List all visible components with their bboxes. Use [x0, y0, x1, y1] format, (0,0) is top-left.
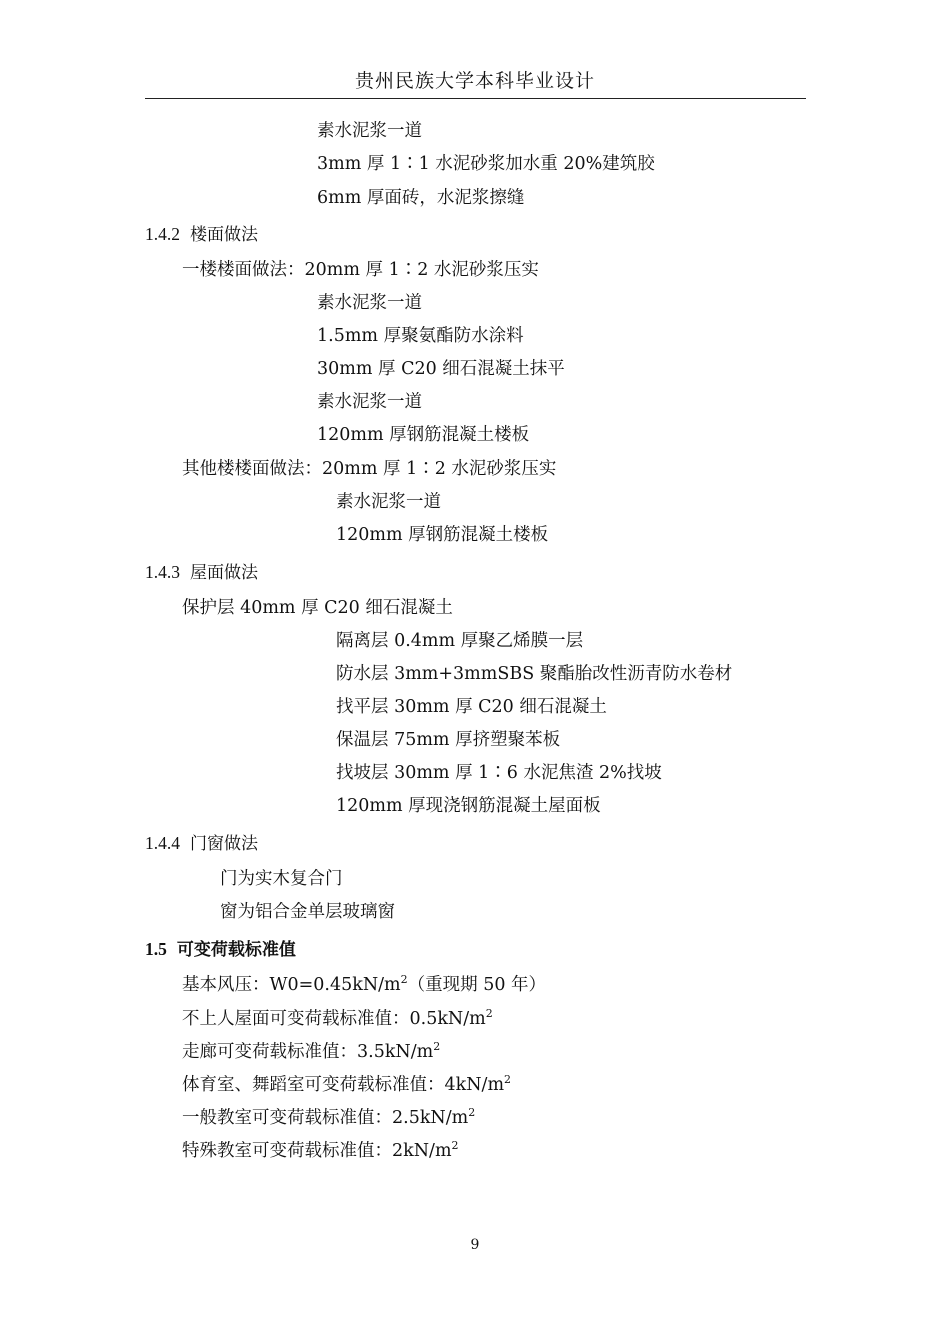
superscript: 2 — [504, 1073, 512, 1086]
load-line — [182, 1107, 475, 1129]
load-text: 体育室、舞蹈室可变荷载标准值：4kN/m — [182, 1075, 505, 1095]
superscript: 2 — [485, 1007, 493, 1020]
section-heading-1-5 — [145, 938, 296, 961]
load-text: 特殊教室可变荷载标准值：2kN/m — [182, 1141, 452, 1161]
text-line: 素水泥浆一道 — [317, 121, 422, 141]
text-line: 隔离层 0.4mm 厚聚乙烯膜一层 — [336, 631, 584, 651]
load-text: 基本风压：W0=0.45kN/m — [182, 975, 401, 995]
superscript: 2 — [433, 1040, 441, 1053]
text-line: 素水泥浆一道 — [336, 492, 441, 512]
superscript: 2 — [451, 1139, 459, 1152]
load-tail: （重现期 50 年） — [407, 975, 547, 995]
text-line: 30mm 厚 C20 细石混凝土抹平 — [317, 359, 565, 379]
section-heading-1-4-3 — [145, 561, 258, 584]
superscript: 2 — [400, 973, 408, 986]
section-heading-1-4-4 — [145, 832, 258, 855]
load-line — [182, 974, 546, 996]
text-line: 保护层 40mm 厚 C20 细石混凝土 — [182, 598, 453, 618]
text-line: 防水层 3mm+3mmSBS 聚酯胎改性沥青防水卷材 — [336, 664, 733, 684]
text-line: 门为实木复合门 — [220, 869, 343, 889]
section-heading-1-4-2 — [145, 223, 258, 246]
section-number: 1.5 — [145, 939, 167, 959]
section-number: 1.4.2 — [145, 224, 180, 244]
header-title: 贵州民族大学本科毕业设计 — [354, 70, 595, 92]
text-line: 保温层 75mm 厚挤塑聚苯板 — [336, 730, 561, 750]
load-line — [182, 1140, 459, 1162]
section-title: 门窗做法 — [190, 834, 258, 854]
page-number: 9 — [470, 1237, 480, 1253]
load-line — [182, 1008, 493, 1030]
text-line: 3mm 厚 1∶1 水泥砂浆加水重 20%建筑胶 — [317, 154, 655, 174]
section-number: 1.4.4 — [145, 833, 180, 853]
text-line: 找坡层 30mm 厚 1∶6 水泥焦渣 2%找坡 — [336, 763, 662, 783]
section-number: 1.4.3 — [145, 562, 180, 582]
text-line: 素水泥浆一道 — [317, 293, 422, 313]
header-divider — [145, 98, 806, 99]
load-text: 不上人屋面可变荷载标准值：0.5kN/m — [182, 1009, 486, 1029]
text-line: 120mm 厚现浇钢筋混凝土屋面板 — [336, 796, 601, 816]
text-line: 找平层 30mm 厚 C20 细石混凝土 — [336, 697, 607, 717]
text-line: 一楼楼面做法：20mm 厚 1∶2 水泥砂浆压实 — [182, 260, 539, 280]
text-line: 120mm 厚钢筋混凝土楼板 — [336, 525, 549, 545]
section-title: 可变荷载标准值 — [176, 940, 296, 960]
text-line: 其他楼楼面做法：20mm 厚 1∶2 水泥砂浆压实 — [182, 459, 557, 479]
text-line: 6mm 厚面砖，水泥浆擦缝 — [317, 188, 525, 208]
text-line: 素水泥浆一道 — [317, 392, 422, 412]
load-text: 走廊可变荷载标准值：3.5kN/m — [182, 1042, 434, 1062]
load-line — [182, 1074, 511, 1096]
text-line: 1.5mm 厚聚氨酯防水涂料 — [317, 326, 524, 346]
section-title: 楼面做法 — [190, 225, 258, 245]
text-line: 窗为铝合金单层玻璃窗 — [220, 902, 395, 922]
load-text: 一般教室可变荷载标准值：2.5kN/m — [182, 1108, 469, 1128]
section-title: 屋面做法 — [190, 563, 258, 583]
superscript: 2 — [468, 1106, 476, 1119]
load-line — [182, 1041, 440, 1063]
text-line: 120mm 厚钢筋混凝土楼板 — [317, 425, 530, 445]
